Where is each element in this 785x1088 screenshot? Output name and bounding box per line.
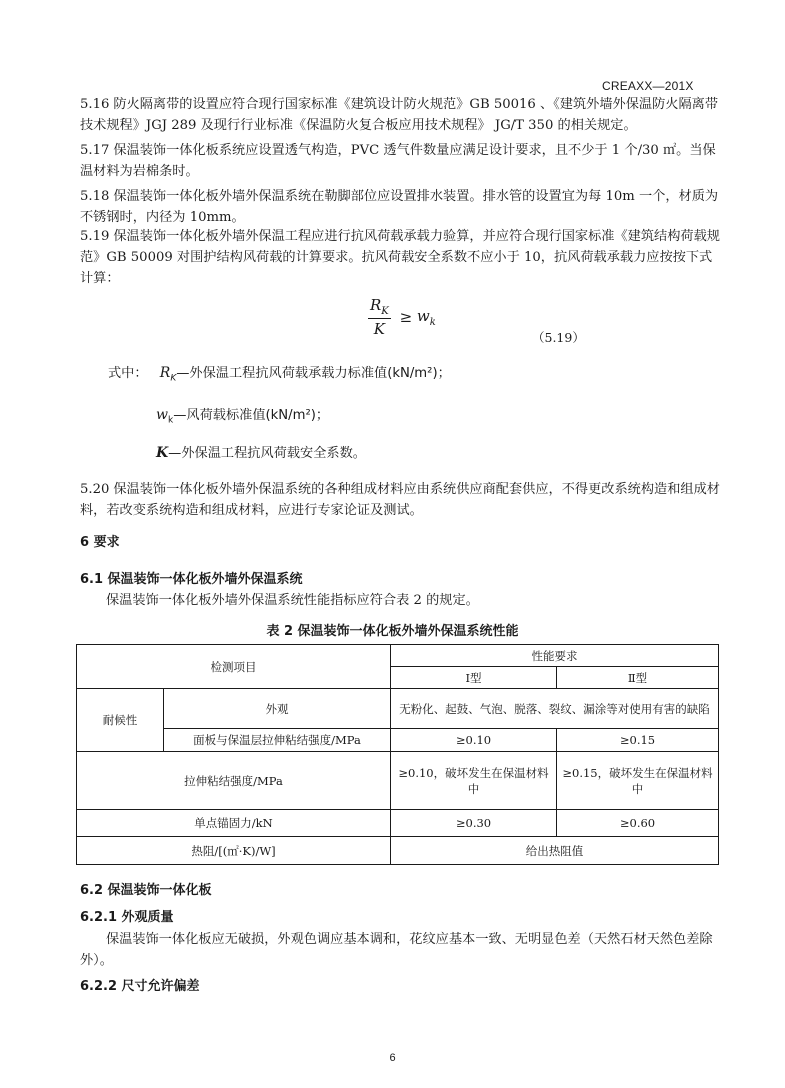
table-row (77, 645, 719, 667)
table-cell-appearance-req: 无粉化、起鼓、气泡、脱落、裂纹、漏涂等对使用有害的缺陷 (391, 689, 719, 729)
geq-operator: ≥ (399, 308, 413, 326)
table-header-item: 检测项目 (77, 645, 391, 689)
clause-number: 5.16 (80, 97, 110, 112)
table-row (77, 837, 719, 865)
definition-k (156, 442, 366, 461)
table-cell-tensile-1: ≥0.10，破坏发生在保温材料中 (391, 752, 557, 810)
formula-fraction (368, 296, 391, 338)
table-cell-anchor-2: ≥0.60 (557, 810, 719, 837)
section-6-2-2-heading: 6.2.2 尺寸允许偏差 (80, 979, 200, 994)
clause-5-20 (80, 479, 720, 521)
table-cell-appearance: 外观 (164, 689, 391, 729)
table-cell-thermal: 热阻/[(㎡·K)/W] (77, 837, 391, 865)
denominator-symbol: K (373, 320, 385, 338)
table-header-type-2: Ⅱ型 (557, 667, 719, 689)
definition-rk (108, 362, 451, 384)
clause-text: 防火隔离带的设置应符合现行国家标准《建筑设计防火规范》GB 50016 、《建筑外墙外保温防火隔离带技术规程》JGJ 289 及现行行业标准《保温防火复合板应用技术规程》 JG/T 350 的相关规定。 (80, 97, 719, 133)
table-row (77, 729, 719, 752)
rk-symbol: R (159, 365, 171, 381)
table-cell-panel-bond-2: ≥0.15 (557, 729, 719, 752)
table-cell-anchor-1: ≥0.30 (391, 810, 557, 837)
section-6-1-heading: 6.1 保温装饰一体化板外墙外保温系统 (80, 572, 303, 587)
table-cell-panel-bond-1: ≥0.10 (391, 729, 557, 752)
clause-text: 保温装饰一体化板系统应设置透气构造，PVC 透气件数量应满足设计要求，且不少于 1 个/30 ㎡。当保温材料为岩棉条时。 (80, 143, 716, 179)
clause-5-18 (80, 186, 720, 228)
section-6-2-1-heading: 6.2.1 外观质量 (80, 910, 174, 925)
section-6-1-text: 保温装饰一体化板外墙外保温系统性能指标应符合表 2 的规定。 (106, 593, 479, 608)
equation-number: （5.19） (532, 330, 585, 345)
formula-5-19 (368, 296, 436, 338)
clause-5-19 (80, 226, 720, 289)
document-code: CREAXX—201X (602, 79, 694, 93)
rhs-symbol: w (416, 306, 430, 325)
clause-number: 5.20 (80, 482, 110, 497)
clause-text: 保温装饰一体化板外墙外保温系统的各种组成材料应由系统供应商配套供应，不得更改系统构造和组成材料，若改变系统构造和组成材料，应进行专家论证及测试。 (80, 482, 720, 518)
table-cell-weather: 耐候性 (77, 689, 164, 752)
section-6-2-1-text: 保温装饰一体化板应无破损，外观色调应基本调和，花纹应基本一致、无明显色差（天然石材天然色差除外）。 (80, 932, 713, 968)
k-symbol: K (156, 445, 169, 461)
clause-5-17 (80, 140, 720, 182)
wk-subscript: k (167, 415, 174, 426)
k-description: —外保温工程抗风荷载安全系数。 (168, 446, 366, 461)
rhs-subscript: k (429, 316, 436, 328)
table-row (77, 752, 719, 810)
clause-text: 保温装饰一体化板外墙外保温工程应进行抗风荷载承载力验算，并应符合现行国家标准《建筑结构荷载规范》GB 50009 对围护结构风荷载的计算要求。抗风荷载安全系数不应小于 10，抗风荷载承载力应按按下式计算： (80, 229, 720, 286)
numerator-symbol: R (370, 296, 382, 314)
definition-wk (156, 404, 329, 426)
rk-subscript: K (170, 373, 177, 384)
table-header-type-1: Ⅰ型 (391, 667, 557, 689)
clause-text: 保温装饰一体化板外墙外保温系统在勒脚部位应设置排水装置。排水管的设置宜为每 10m 一个，材质为不锈钢时，内径为 10mm。 (80, 189, 719, 225)
table-caption: 表 2 保温装饰一体化板外墙外保温系统性能 (266, 624, 519, 639)
wk-description: —风荷载标准值(kN/m²)； (173, 408, 330, 423)
table-row (77, 810, 719, 837)
rk-description: —外保温工程抗风荷载承载力标准值(kN/m²)； (176, 366, 451, 381)
table-header-requirement: 性能要求 (391, 645, 719, 667)
clause-number: 5.18 (80, 189, 110, 204)
table-cell-panel-bond: 面板与保温层拉伸粘结强度/MPa (164, 729, 391, 752)
wk-symbol: w (156, 407, 168, 423)
page-number: 6 (389, 1052, 396, 1064)
table-cell-tensile: 拉伸粘结强度/MPa (77, 752, 391, 810)
table-row (77, 689, 719, 729)
section-6-2-heading: 6.2 保温装饰一体化板 (80, 883, 212, 898)
clause-number: 5.19 (80, 229, 110, 244)
performance-table (76, 644, 719, 865)
table-cell-tensile-2: ≥0.15，破坏发生在保温材料中 (557, 752, 719, 810)
definition-prefix: 式中： (108, 366, 148, 381)
clause-5-16 (80, 94, 720, 136)
section-6-heading: 6 要求 (80, 535, 120, 550)
table-cell-anchor: 单点锚固力/kN (77, 810, 391, 837)
clause-number: 5.17 (80, 143, 110, 158)
table-cell-thermal-req: 给出热阻值 (391, 837, 719, 865)
numerator-subscript: K (381, 306, 389, 317)
